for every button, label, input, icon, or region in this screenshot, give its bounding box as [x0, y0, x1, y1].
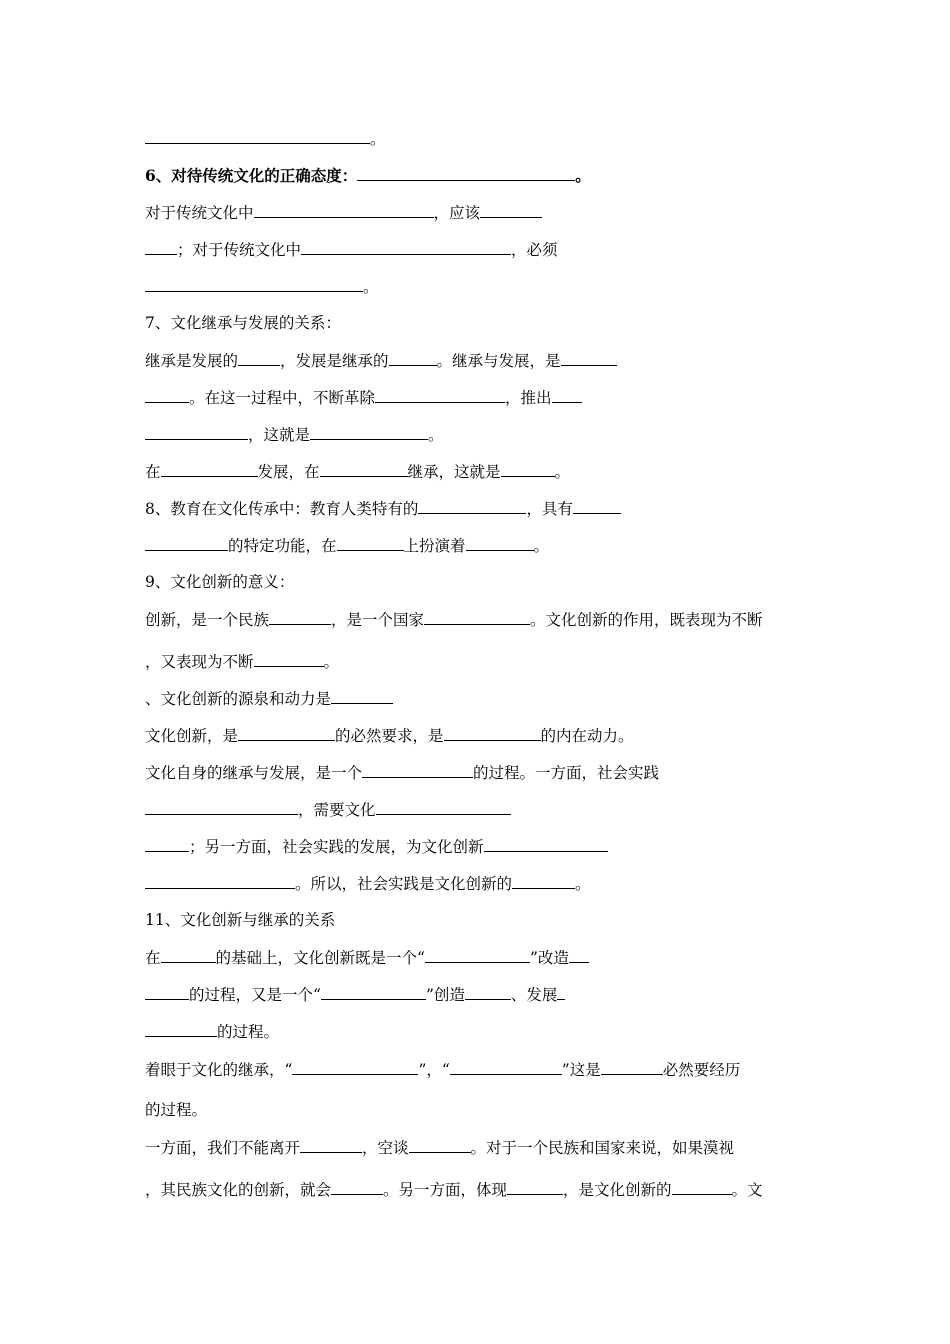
blank-underline — [145, 1021, 217, 1037]
blank-underline — [320, 461, 408, 477]
blank-underline — [145, 387, 189, 403]
blank-underline — [418, 498, 526, 514]
blank-underline — [375, 387, 505, 403]
blank-underline — [466, 535, 534, 551]
blank-underline — [145, 239, 177, 255]
heading-item-9: 9、文化创新的意义： — [145, 573, 295, 591]
blank-underline — [357, 165, 575, 181]
blank-underline — [145, 984, 189, 1000]
text-line-26: 着眼于文化的继承，“ ”，“ ”这是 必然要经历 — [145, 1061, 741, 1079]
blank-underline — [292, 1059, 418, 1075]
blank-underline — [465, 984, 511, 1000]
blank-underline — [145, 535, 228, 551]
text-line-18: 文化自身的继承与发展，是一个 的过程。一方面，社会实践 — [145, 764, 660, 782]
blank-underline — [337, 535, 404, 551]
blank-underline — [424, 609, 530, 625]
text-line-24: 的过程，又是一个“ ”创造 、发展 — [145, 984, 565, 1005]
text-line-1: 。 — [145, 128, 386, 149]
text-line-16: 、文化创新的源泉和动力是 — [145, 688, 393, 709]
blank-underline — [238, 350, 280, 366]
blank-underline — [561, 350, 617, 366]
text-line-4: ；对于传统文化中 ，必须 — [145, 239, 558, 260]
blank-underline — [552, 387, 582, 403]
blank-underline — [557, 984, 565, 1000]
blank-underline — [450, 1059, 562, 1075]
blank-underline — [573, 498, 621, 514]
text-line-20: ；另一方面，社会实践的发展，为文化创新 — [145, 836, 608, 857]
text-line-19: ，需要文化 — [145, 799, 511, 820]
text-line-15: ，又表现为不断 。 — [145, 653, 340, 671]
text-line-5: 。 — [145, 276, 379, 297]
blank-underline — [145, 836, 189, 852]
blank-underline — [331, 688, 393, 704]
blank-underline — [238, 725, 335, 741]
blank-underline — [145, 799, 298, 815]
text-line-9: ，这就是 。 — [145, 424, 444, 445]
blank-underline — [321, 984, 426, 1000]
blank-underline — [145, 873, 295, 889]
text-line-3: 对于传统文化中 ，应该 — [145, 202, 542, 223]
heading-item-11: 11、文化创新与继承的关系 — [145, 911, 336, 929]
blank-underline — [601, 1059, 663, 1075]
text-line-17: 文化创新，是 的必然要求，是 的内在动力。 — [145, 727, 634, 745]
blank-underline — [301, 239, 511, 255]
blank-underline — [484, 836, 608, 852]
text-line-8: 。在这一过程中，不断革除 ，推出 — [145, 387, 582, 408]
blank-underline — [310, 424, 428, 440]
heading-item-6: 6、对待传统文化的正确态度： 。 — [145, 166, 591, 185]
blank-underline — [254, 651, 324, 667]
blank-underline — [507, 1179, 563, 1195]
text-line-12: 的特定功能，在 上扮演着 。 — [145, 535, 549, 556]
blank-underline — [389, 350, 437, 366]
text-line-7: 继承是发展的 ，发展是继承的 。继承与发展，是 — [145, 350, 617, 371]
blank-underline — [444, 725, 541, 741]
text-line-28: 一方面，我们不能离开 ，空谈 。对于一个民族和国家来说，如果漠视 — [145, 1139, 735, 1157]
blank-underline — [269, 609, 331, 625]
blank-underline — [512, 873, 575, 889]
blank-underline — [672, 1179, 732, 1195]
blank-underline — [145, 276, 363, 292]
blank-underline — [425, 947, 530, 963]
text-line-10: 在 发展，在 继承，这就是 。 — [145, 463, 571, 481]
blank-underline — [145, 424, 248, 440]
blank-underline — [569, 947, 589, 963]
text-line-27: 的过程。 — [145, 1101, 208, 1119]
blank-underline — [376, 799, 511, 815]
text-line-23: 在 的基础上，文化创新既是一个“ ”改造 — [145, 947, 589, 968]
blank-underline — [409, 1137, 471, 1153]
blank-underline — [161, 461, 258, 477]
blank-underline — [362, 762, 473, 778]
text-line-25: 的过程。 — [145, 1021, 279, 1042]
heading-item-8: 8、教育在文化传承中：教育人类特有的 ，具有 — [145, 498, 621, 519]
text-line-21: 。所以，社会实践是文化创新的 。 — [145, 873, 591, 894]
blank-underline — [145, 128, 370, 144]
blank-underline — [331, 1179, 383, 1195]
blank-underline — [501, 461, 555, 477]
text-line-29: ，其民族文化的创新，就会 。另一方面，体现 ，是文化创新的 。文 — [145, 1181, 763, 1199]
heading-item-7: 7、文化继承与发展的关系： — [145, 314, 341, 332]
blank-underline — [161, 947, 216, 963]
blank-underline — [254, 202, 434, 218]
blank-underline — [480, 202, 542, 218]
text-line-14: 创新，是一个民族 ，是一个国家 。文化创新的作用，既表现为不断 — [145, 611, 763, 629]
blank-underline — [300, 1137, 362, 1153]
